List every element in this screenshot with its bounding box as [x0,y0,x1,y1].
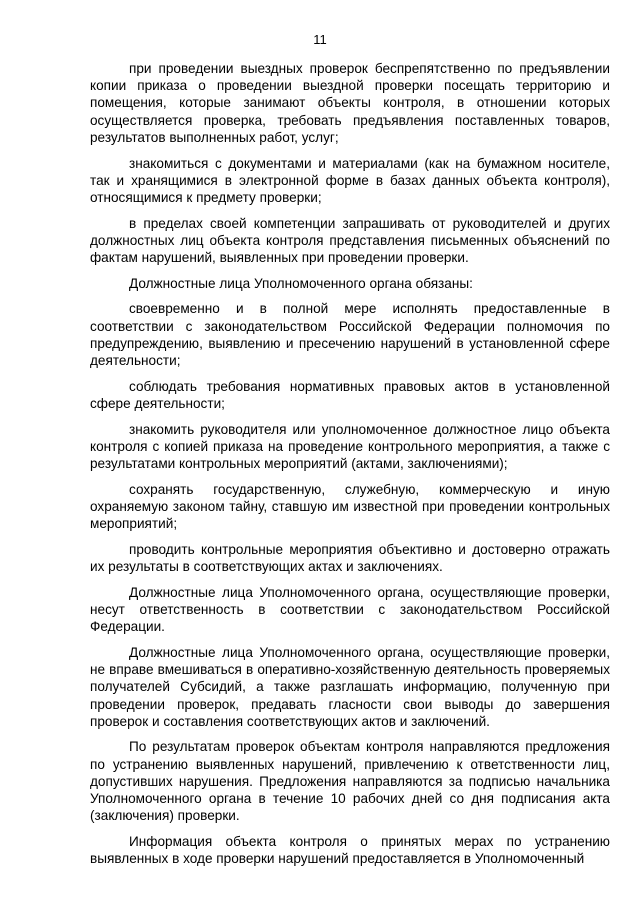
paragraph-objective-control: проводить контрольные мероприятия объективно и достоверно отражать их результаты в соответствующих актах и заключениях. [90,541,610,575]
paragraph-request-explanations: в пределах своей компетенции запрашивать от руководителей и других должностных лиц объекта контроля представления письменных объяснений по фактам нарушений, выявленных при проведении проверки. [90,215,610,266]
paragraph-inspection-access: при проведении выездных проверок беспрепятственно по предъявлении копии приказа о проведении выездной проверки посещать территорию и помещения, которые занимают объекты контроля, в отношении которых осуществляется проверка, требовать предъявления поставленных товаров, результатов выполненных работ, услуг; [90,61,610,145]
paragraph-officials-obliged: Должностные лица Уполномоченного органа обязаны: [129,275,473,291]
paragraph-acquaint-head: знакомить руководителя или уполномоченное должностное лицо объекта контроля с копией приказа на проведение контрольного мероприятия, а также с результатами контрольных мероприятий (актами, заключениями); [90,421,610,472]
paragraph-responsibility: Должностные лица Уполномоченного органа, осуществляющие проверки, несут ответственность в соответствии с законодательством Российской Федерации. [90,584,610,635]
paragraph-documents-review: знакомиться с документами и материалами (как на бумажном носителе, так и хранящимися в электронной форме в базах данных объекта контроля), относящимися к предмету проверки; [90,155,610,205]
page-number: 11 [313,32,327,47]
document-body [90,60,610,876]
paragraph-measures-info: Информация объекта контроля о принятых мерах по устранению выявленных в ходе проверки нарушений предоставляется в Уполномоченный [90,833,610,867]
paragraph-proposals: По результатам проверок объектам контроля направляются предложения по устранению выявленных нарушений, привлечению к ответственности лиц, допустивших нарушения. Предложения направляются за подписью начальника Уполномоченного органа в течение 10 рабочих дней со дня подписания акта (заключения) проверки. [90,739,610,824]
paragraph-comply-regulations: соблюдать требования нормативных правовых актов в установленной сфере деятельности; [90,378,610,411]
paragraph-keep-secrets: сохранять государственную, служебную, коммерческую и иную охраняемую законом тайну, ставшую им известной при проведении контрольных мероприятий; [90,481,610,532]
paragraph-exercise-powers: своевременно и в полной мере исполнять предоставленные в соответствии с законодательством Российской Федерации полномочия по предупреждению, выявлению и пресечению нарушений в установленной сфере деятельности; [90,301,610,369]
paragraph-non-interference: Должностные лица Уполномоченного органа, осуществляющие проверки, не вправе вмешиваться в оперативно-хозяйственную деятельность проверяемых получателей Субсидий, а также разглашать информацию, полученную при проведении проверок, предавать гласности свои выводы до завершения проверок и составления соответствующих актов и заключений. [90,644,610,729]
